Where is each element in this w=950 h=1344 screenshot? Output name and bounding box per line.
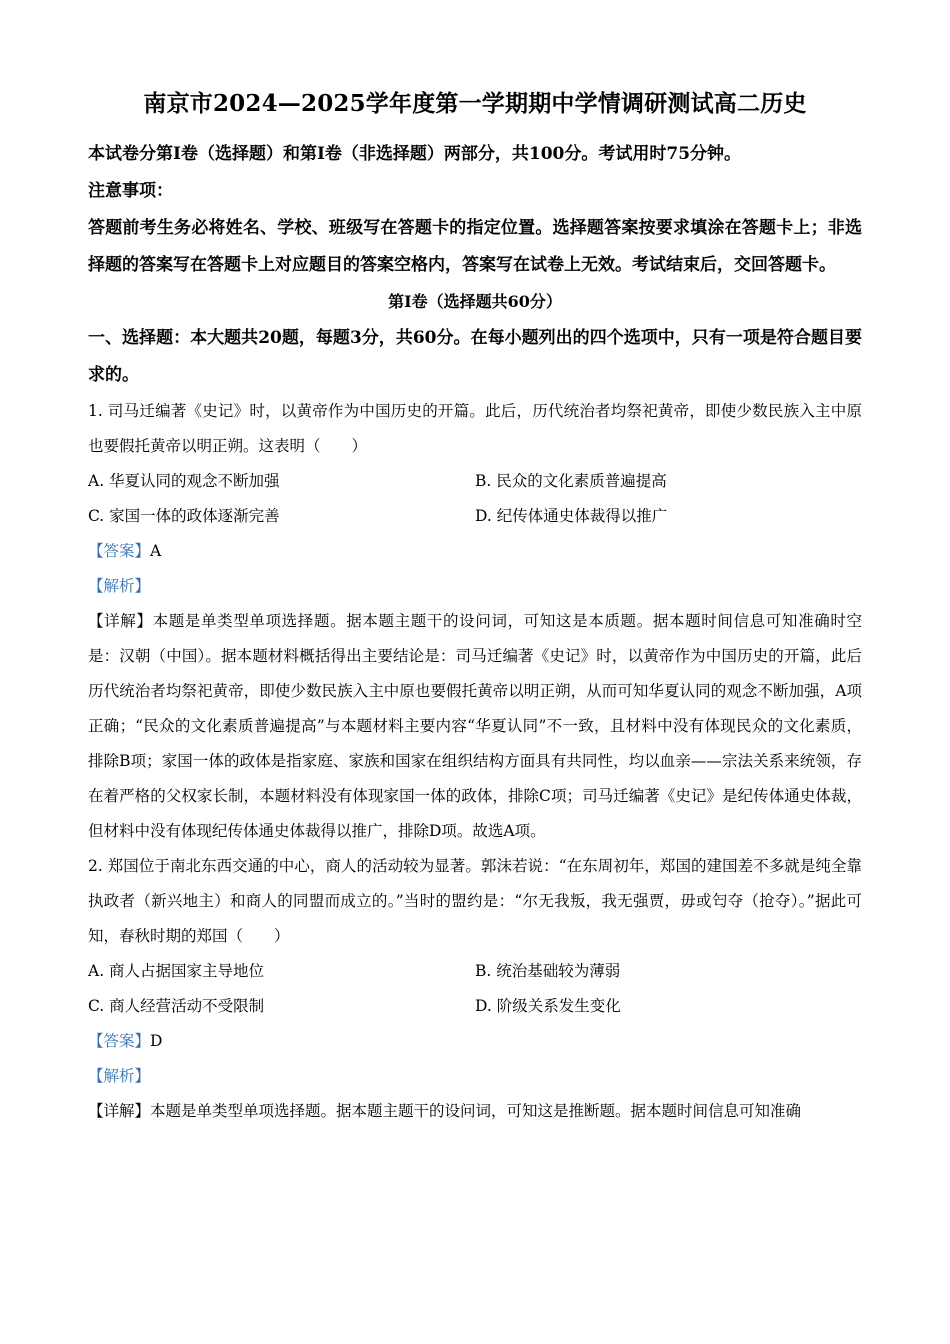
detail-label: 【详解】 [88, 612, 153, 630]
option-a: A. 华夏认同的观念不断加强 [88, 472, 280, 490]
exam-intro-line: 本试卷分第Ⅰ卷（选择题）和第Ⅰ卷（非选择题）两部分，共100分。考试用时75分钟。 [88, 144, 742, 164]
detail-text: 本题是单类型单项选择题。据本题主题干的设问词，可知这是本质题。据本题时间信息可知准确时空是：汉朝（中国）。据本题材料概括得出主要结论是：司马迁编著《史记》时，以黄帝作为中国历史的开篇，此后历代统治者均祭祀黄帝，即使少数民族入主中原也要假托黄帝以明正朔，从而可知华夏认同的观念不断加强，A项正确；“民众的文化素质普遍提高”与本题材料主要内容“华夏认同”不一致，且材料中没有体现民众的文化素质，排除B项；家国一体的政体是指家庭、家族和国家在组织结构方面具有共同性，均以血亲——宗法关系来统领，存在着严格的父权家长制，本题材料没有体现家国一体的政体，排除C项；司马迁编著《史记》是纪传体通史体裁，但材料中没有体现纪传体通史体裁得以推广，排除D项。故选A项。 [88, 612, 862, 840]
detail-text: 本题是单类型单项选择题。据本题主题干的设问词，可知这是推断题。据本题时间信息可知准确 [150, 1102, 802, 1120]
question-options [88, 954, 862, 1024]
answer-line [88, 1024, 862, 1059]
analysis-label: 【解析】 [88, 1067, 151, 1085]
answer-label: 【答案】 [88, 542, 151, 560]
section-heading: 第Ⅰ卷（选择题共60分） [388, 292, 562, 311]
option-c: C. 商人经营活动不受限制 [88, 997, 265, 1015]
notice-title: 注意事项： [88, 181, 173, 201]
option-a: A. 商人占据国家主导地位 [88, 962, 265, 980]
option-d: D. 纪传体通史体裁得以推广 [475, 507, 668, 525]
exam-page [88, 86, 862, 1129]
question-stem: 2. 郑国位于南北东西交通的中心，商人的活动较为显著。郭沫若说：“在东周初年，郑国的建国差不多就是纯全靠执政者（新兴地主）和商人的同盟而成立的。”当时的盟约是：“尔无我叛，我无强贾，毋或匄夺（抢夺）。”据此可知，春秋时期的郑国（ ） [88, 857, 862, 945]
exam-title: 南京市2024—2025学年度第一学期期中学情调研测试高二历史 [143, 90, 807, 117]
section-instruction: 一、选择题：本大题共20题，每题3分，共60分。在每小题列出的四个选项中，只有一项是符合题目要求的。 [88, 328, 862, 385]
analysis-label: 【解析】 [88, 577, 151, 595]
question-stem: 1. 司马迁编著《史记》时，以黄帝作为中国历史的开篇。此后，历代统治者均祭祀黄帝，即使少数民族入主中原也要假托黄帝以明正朔。这表明（ ） [88, 402, 862, 455]
option-b: B. 统治基础较为薄弱 [475, 962, 621, 980]
notice-body: 答题前考生务必将姓名、学校、班级写在答题卡的指定位置。选择题答案按要求填涂在答题卡上；非选择题的答案写在答题卡上对应题目的答案空格内，答案写在试卷上无效。考试结束后，交回答题卡。 [88, 218, 862, 275]
answer-line [88, 534, 862, 569]
answer-value: D [150, 1032, 163, 1050]
option-b: B. 民众的文化素质普遍提高 [475, 472, 667, 490]
detail-paragraph [88, 1094, 862, 1129]
detail-paragraph [88, 604, 862, 849]
option-d: D. 阶级关系发生变化 [475, 997, 621, 1015]
option-c: C. 家国一体的政体逐渐完善 [88, 507, 280, 525]
detail-label: 【详解】 [88, 1102, 151, 1120]
answer-value: A [150, 542, 162, 560]
question-1 [88, 394, 862, 849]
answer-label: 【答案】 [88, 1032, 151, 1050]
question-options [88, 464, 862, 534]
question-2 [88, 849, 862, 1129]
